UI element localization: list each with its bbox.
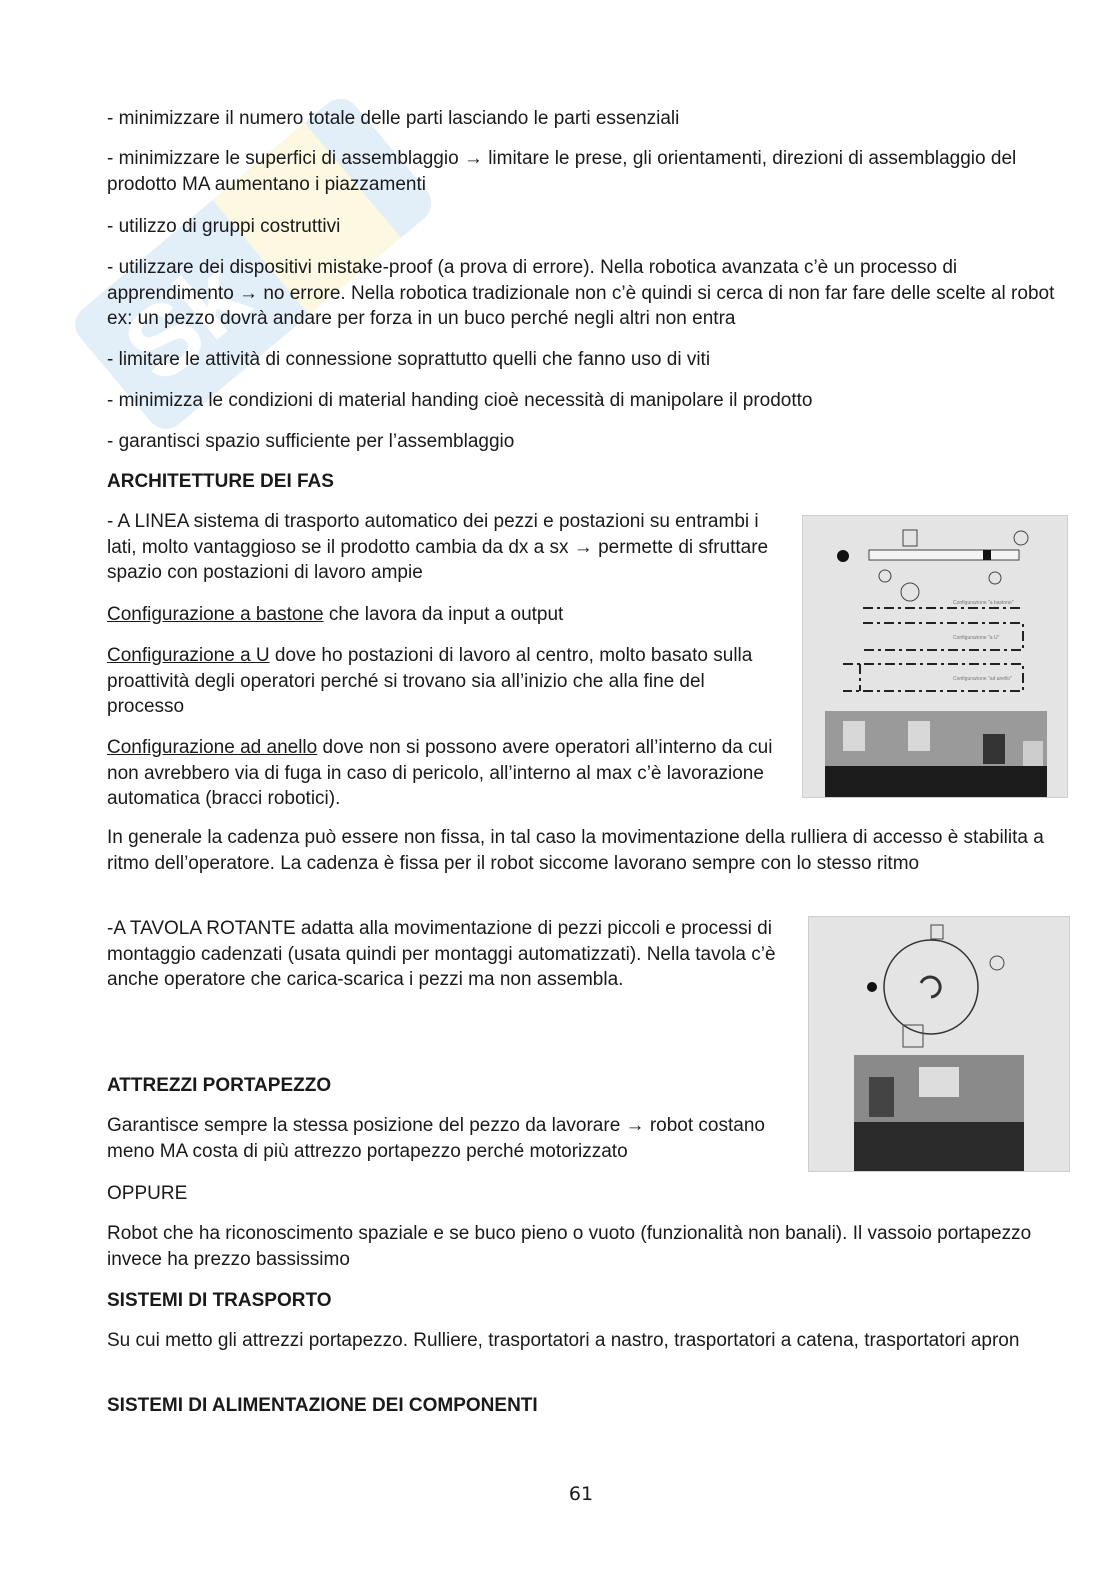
paragraph-a-linea: - A LINEA sistema di trasporto automatico dei pezzi e postazioni su entrambi i lati, molto vantaggioso se il prodotto cambia da dx a sx → permette di sfruttare spazio con postazioni di lavoro ampie: [107, 511, 769, 583]
paragraph-oppure: OPPURE: [107, 1183, 188, 1204]
paragraph-bastone: [107, 602, 777, 628]
bastone-text: che lavora da input a output: [323, 604, 564, 625]
label-bastone: Configurazione "a bastone": [953, 600, 1014, 606]
bullet-assembly-space: - garantisci spazio sufficiente per l’assemblaggio: [107, 431, 515, 452]
u-text: dove ho postazioni di lavoro al centro, molto basato sulla proattività degli operatori perché si trovano sia all’inizio che alla fine del processo: [107, 645, 753, 717]
bullet-assembly-surfaces: - minimizzare le superfici di assemblaggio → limitare le prese, gli orientamenti, direzioni di assemblaggio del prodotto MA aumentano i piazzamenti: [107, 148, 1017, 195]
bullet-material-handling: - minimizza le condizioni di material handing cioè necessità di manipolare il prodotto: [107, 390, 813, 411]
label-u: Configurazione "a U": [953, 635, 1000, 641]
heading-sistemi-alimentazione: SISTEMI DI ALIMENTAZIONE DEI COMPONENTI: [107, 1395, 538, 1416]
paragraph-trasporto: Su cui metto gli attrezzi portapezzo. Rulliere, trasportatori a nastro, trasportatori a catena, trasportatori apron: [107, 1330, 1020, 1351]
figure-linea-configurations: [802, 515, 1068, 798]
paragraph-tavola-rotante: -A TAVOLA ROTANTE adatta alla movimentazione di pezzi piccoli e processi di montaggio cadenzati (usata quindi per montaggi automatizzati). Nella tavola c’è anche operatore che carica-scarica i pezzi ma non assembla.: [107, 918, 776, 990]
term-anello: Configurazione ad anello: [107, 737, 318, 758]
bullet-connection-activities: - limitare le attività di connessione soprattutto quelli che fanno uso di viti: [107, 349, 711, 370]
paragraph-u: [107, 643, 777, 720]
label-anello: Configurazione "ad anello": [953, 676, 1012, 682]
bullet-construction-groups: - utilizzo di gruppi costruttivi: [107, 216, 341, 237]
term-bastone: Configurazione a bastone: [107, 604, 324, 625]
page-number: 61: [568, 1483, 594, 1505]
svg-text:Sk: Sk: [102, 239, 269, 404]
anello-text: dove non si possono avere operatori all’interno da cui non avrebbero via di fuga in caso di pericolo, all’interno al max c’è lavorazione automatica (bracci robotici).: [107, 737, 773, 809]
heading-architetture: ARCHITETTURE DEI FAS: [107, 471, 334, 492]
term-u: Configurazione a U: [107, 645, 270, 666]
figure-tavola-rotante: [808, 916, 1070, 1172]
paragraph-anello: [107, 735, 777, 812]
bullet-minimize-parts: - minimizzare il numero totale delle parti lasciando le parti essenziali: [107, 108, 680, 129]
heading-attrezzi-portapezzo: ATTREZZI PORTAPEZZO: [107, 1075, 332, 1096]
heading-sistemi-trasporto: SISTEMI DI TRASPORTO: [107, 1290, 332, 1311]
paragraph-cadenza: In generale la cadenza può essere non fissa, in tal caso la movimentazione della rulliera di accesso è stabilita a ritmo dell’operatore. La cadenza è fissa per il robot siccome lavorano sempre con lo stesso ritmo: [107, 827, 1044, 874]
paragraph-garantisce: Garantisce sempre la stessa posizione del pezzo da lavorare → robot costano meno MA costa di più attrezzo portapezzo perché motorizzato: [107, 1115, 765, 1162]
paragraph-robot: Robot che ha riconoscimento spaziale e se buco pieno o vuoto (funzionalità non banali). Il vassoio portapezzo invece ha prezzo bassissimo: [107, 1223, 1032, 1270]
bullet-mistake-proof: - utilizzare dei dispositivi mistake-proof (a prova di errore). Nella robotica avanzata c’è un processo di apprendimento → no errore. Nella robotica tradizionale non c’è quindi si cerca di non far fare delle scelte al robot ex: un pezzo dovrà andare per forza in un buco perché negli altri non entra: [107, 257, 1055, 329]
